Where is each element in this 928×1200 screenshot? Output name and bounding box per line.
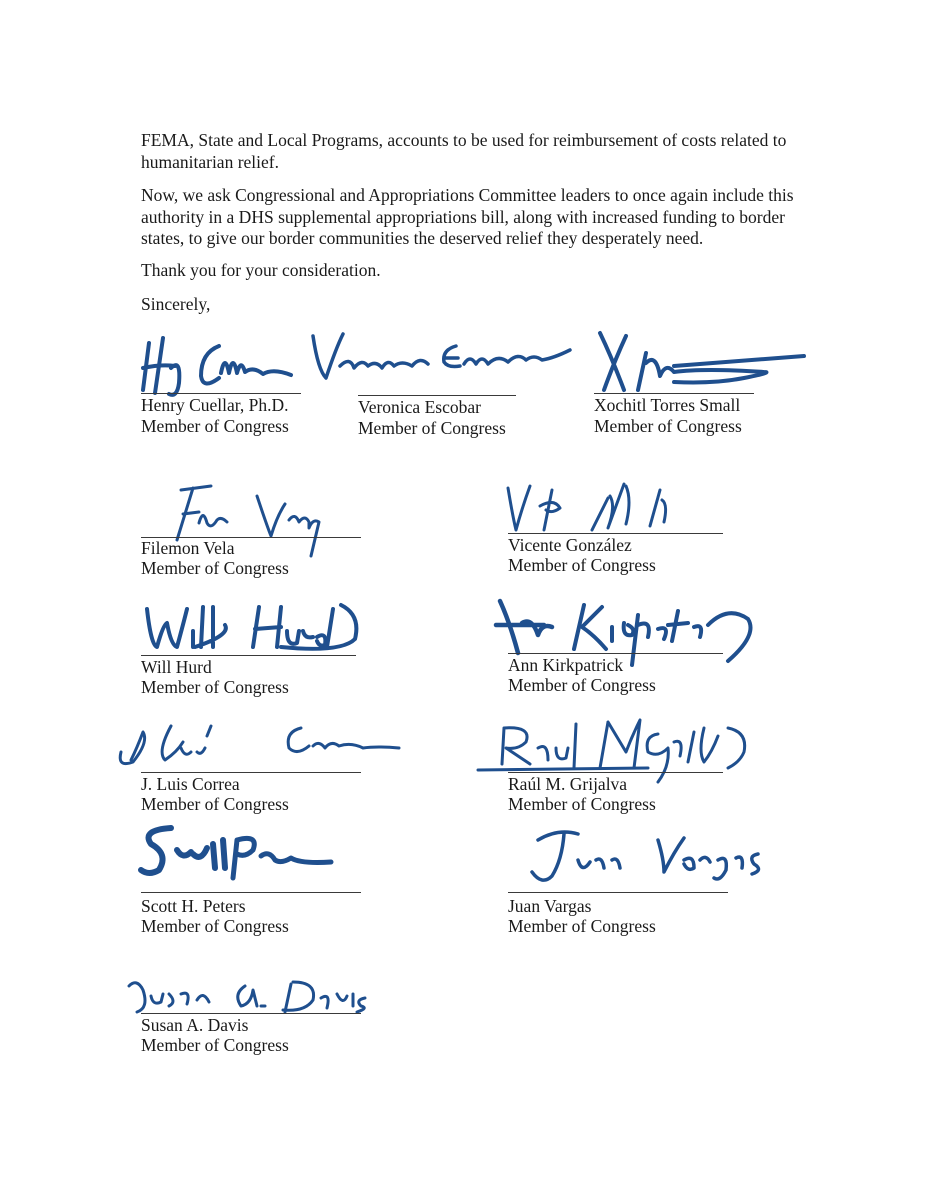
signatory-name: Vicente González xyxy=(508,535,632,555)
signatory-title: Member of Congress xyxy=(508,675,656,695)
signature-hurd xyxy=(141,595,371,660)
paragraph-thanks: Thank you for your consideration. xyxy=(141,260,381,280)
paragraph-fema: FEMA, State and Local Programs, accounts to be used for reimbursement of costs related to humanitarian relief. xyxy=(141,130,787,172)
paragraph-closing: Sincerely, xyxy=(141,294,211,314)
signature-line xyxy=(141,892,361,893)
signatory-name: Henry Cuellar, Ph.D. xyxy=(141,395,289,415)
signatory-name: Ann Kirkpatrick xyxy=(508,655,624,675)
signatory-title: Member of Congress xyxy=(141,416,289,436)
signature-block-davis xyxy=(141,960,371,1090)
signature-line xyxy=(141,393,301,394)
signature-line xyxy=(508,892,728,893)
signatory-title: Member of Congress xyxy=(141,916,289,936)
signatory-name: Scott H. Peters xyxy=(141,896,246,916)
signatory-name: Filemon Vela xyxy=(141,538,235,558)
signatory-title: Member of Congress xyxy=(141,1035,289,1055)
signatory-name: J. Luis Correa xyxy=(141,774,240,794)
signature-line xyxy=(358,395,516,396)
signatory-title: Member of Congress xyxy=(594,416,742,436)
signature-line xyxy=(141,1013,361,1014)
signatory-name: Xochitl Torres Small xyxy=(594,395,741,415)
signatory-title: Member of Congress xyxy=(508,794,656,814)
signature-peters xyxy=(141,820,371,895)
signature-davis xyxy=(141,960,371,1020)
signatory-name: Juan Vargas xyxy=(508,896,592,916)
signature-line xyxy=(508,533,723,534)
signature-block-escobar xyxy=(358,328,588,458)
signatory-name: Raúl M. Grijalva xyxy=(508,774,628,794)
signature-escobar xyxy=(358,328,588,398)
signatory-name: Susan A. Davis xyxy=(141,1015,249,1035)
paragraph-request: Now, we ask Congressional and Appropriations Committee leaders to once again include this authority in a DHS supplemental appropriations bill, along with increased funding to border states, to give our border communities the deserved relief they desperately need. xyxy=(141,185,794,248)
signatory-title: Member of Congress xyxy=(358,418,506,438)
signature-block-vela xyxy=(141,478,371,608)
signature-torres-small xyxy=(594,328,824,398)
signatory-title: Member of Congress xyxy=(508,916,656,936)
signature-cuellar xyxy=(141,328,371,398)
signature-block-kirkpatrick xyxy=(508,595,738,725)
signature-line xyxy=(141,772,361,773)
signature-line xyxy=(508,772,723,773)
signatory-title: Member of Congress xyxy=(141,794,289,814)
signatory-title: Member of Congress xyxy=(508,555,656,575)
signature-block-hurd xyxy=(141,595,371,725)
signature-block-peters xyxy=(141,820,371,950)
signatory-name: Veronica Escobar xyxy=(358,397,481,417)
signatory-title: Member of Congress xyxy=(141,558,289,578)
signatory-name: Will Hurd xyxy=(141,657,212,677)
signature-correa xyxy=(141,712,371,777)
signature-line xyxy=(141,655,356,656)
signatory-title: Member of Congress xyxy=(141,677,289,697)
signature-block-torres-small xyxy=(594,328,824,458)
signature-block-gonzalez xyxy=(508,478,738,608)
signature-line xyxy=(594,393,754,394)
signature-block-vargas xyxy=(508,820,738,950)
signature-line xyxy=(508,653,723,654)
